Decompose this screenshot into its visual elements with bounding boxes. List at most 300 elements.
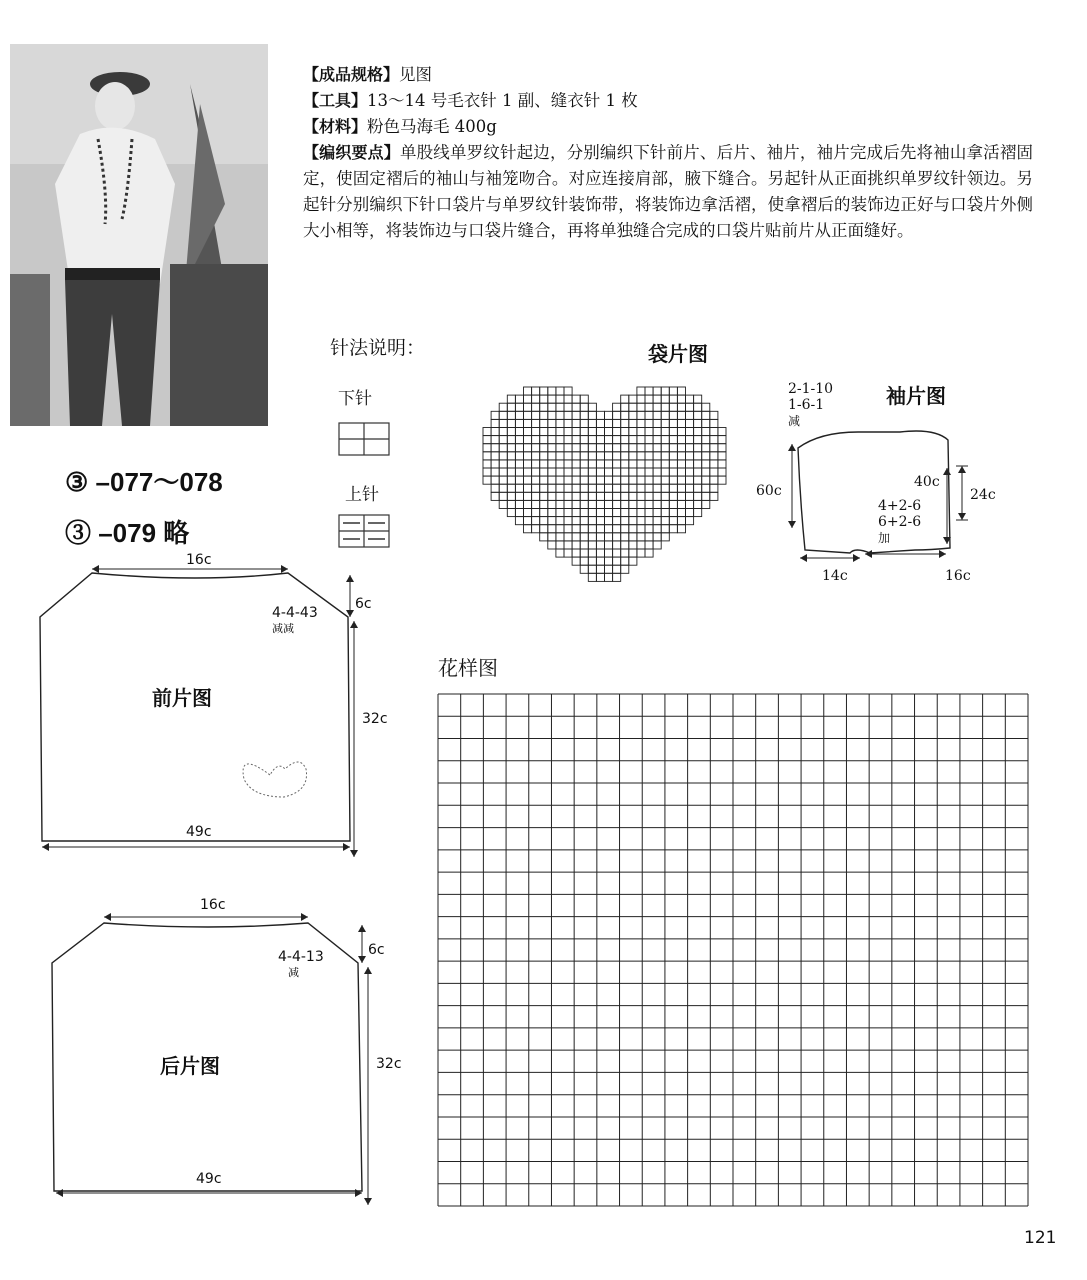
heart-cell [515,428,523,436]
heart-cell [491,444,499,452]
heart-cell [483,452,491,460]
spec-tools [303,88,1033,114]
heart-cell [605,565,613,573]
heart-cell [694,460,702,468]
heart-cell [661,500,669,508]
back-piece-diagram [50,905,390,1210]
heart-cell [564,387,572,395]
heart-cell [710,468,718,476]
heart-cell [710,492,718,500]
heart-cell [564,500,572,508]
heart-cell [637,428,645,436]
heart-cell [572,500,580,508]
heart-cell [621,533,629,541]
heart-cell [515,476,523,484]
heart-cell [677,444,685,452]
heart-cell [669,525,677,533]
heart-cell [596,565,604,573]
heart-cell [532,476,540,484]
heart-cell [710,428,718,436]
heart-cell [621,492,629,500]
heart-cell [621,436,629,444]
heart-cell [572,525,580,533]
heart-cell [572,403,580,411]
heart-cell [524,444,532,452]
heart-cell [637,395,645,403]
heart-cell [702,452,710,460]
heart-cell [694,476,702,484]
heart-cell [629,419,637,427]
heart-cell [605,476,613,484]
heart-cell [677,484,685,492]
front-height-label: 32c [362,711,388,727]
heart-cell [556,476,564,484]
heart-cell [645,517,653,525]
heart-cell [507,411,515,419]
heart-cell [548,500,556,508]
heart-cell [629,533,637,541]
heart-cell [588,444,596,452]
back-dec-label: 减 [288,966,299,979]
heart-cell [645,411,653,419]
spec-points-key: 【编织要点】 [303,143,400,162]
heart-cell [540,411,548,419]
heart-cell [653,387,661,395]
heart-cell [661,533,669,541]
heart-cell [572,541,580,549]
heart-cell [629,509,637,517]
heart-cell [621,541,629,549]
heart-cell [540,476,548,484]
heart-cell [653,517,661,525]
heart-cell [629,476,637,484]
heart-cell [564,533,572,541]
back-neck-label: 16c [200,897,226,913]
heart-cell [588,419,596,427]
heart-cell [613,541,621,549]
heart-cell [548,484,556,492]
heart-cell [596,444,604,452]
front-dec-label: 减减 [272,622,294,635]
heart-cell [524,500,532,508]
heart-cell [637,387,645,395]
heart-cell [580,444,588,452]
heart-cell [605,517,613,525]
heart-cell [532,500,540,508]
heart-cell [556,500,564,508]
heart-cell [694,452,702,460]
heart-cell [588,541,596,549]
heart-cell [605,468,613,476]
heart-cell [515,444,523,452]
heart-cell [629,492,637,500]
heart-cell [580,557,588,565]
heart-cell [532,525,540,533]
heart-cell [556,517,564,525]
heart-cell [515,484,523,492]
heart-cell [580,419,588,427]
heart-cell [661,517,669,525]
heart-cell [613,565,621,573]
heart-cell [596,428,604,436]
heart-cell [564,509,572,517]
heart-cell [669,403,677,411]
heart-cell [718,476,726,484]
heart-cell [702,492,710,500]
heart-cell [588,517,596,525]
heart-cell [613,476,621,484]
heart-cell [694,419,702,427]
heart-cell [556,395,564,403]
heart-cell [645,444,653,452]
heart-cell [580,468,588,476]
heart-cell [661,444,669,452]
heart-cell [653,468,661,476]
heart-cell [605,541,613,549]
heart-cell [540,509,548,517]
heart-cell [588,565,596,573]
heart-cell [629,436,637,444]
heart-grid [483,387,726,581]
heart-cell [515,436,523,444]
heart-cell [677,517,685,525]
pattern-grid-chart [437,693,1029,1207]
heart-cell [629,460,637,468]
heart-cell [677,395,685,403]
heart-cell [548,468,556,476]
heart-cell [669,476,677,484]
heart-cell [621,395,629,403]
heart-cell [694,484,702,492]
heart-cell [540,460,548,468]
back-shoulder-label: 6c [368,942,385,958]
heart-cell [499,436,507,444]
heart-cell [686,492,694,500]
heart-cell [532,509,540,517]
heart-cell [669,500,677,508]
sleeve-dec-label: 减 [788,414,801,428]
heart-cell [637,460,645,468]
heart-cell [564,492,572,500]
heart-cell [677,492,685,500]
heart-cell [613,517,621,525]
heart-cell [653,428,661,436]
heart-cell [629,444,637,452]
heart-cell [629,557,637,565]
heart-cell [588,500,596,508]
heart-cell [629,411,637,419]
instructions-block [303,62,1033,244]
heart-cell [661,460,669,468]
heart-cell [613,452,621,460]
back-height-label: 32c [376,1056,402,1072]
heart-cell [629,403,637,411]
heart-cell [613,468,621,476]
heart-cell [710,484,718,492]
heart-cell [588,436,596,444]
heart-cell [491,428,499,436]
heart-cell [605,525,613,533]
page-number: 121 [1024,1228,1057,1248]
heart-cell [661,476,669,484]
heart-cell [556,509,564,517]
heart-cell [637,541,645,549]
heart-cell [588,492,596,500]
heart-cell [637,549,645,557]
back-decrease-rule [278,950,324,980]
front-decrease-rule [272,606,318,636]
heart-cell [524,387,532,395]
heart-cell [588,533,596,541]
pocket-title: 袋片图 [648,342,708,366]
heart-cell [548,492,556,500]
heart-cell [491,452,499,460]
heart-cell [540,428,548,436]
sleeve-cuff-label: 24c [970,487,996,503]
heart-cell [588,452,596,460]
heart-cell [564,549,572,557]
heart-cell [507,476,515,484]
heart-cell [507,395,515,403]
heart-cell [629,517,637,525]
heart-cell [556,460,564,468]
heart-cell [540,403,548,411]
heart-cell [605,492,613,500]
front-title: 前片图 [152,686,212,710]
heart-cell [718,460,726,468]
stitch-knit-label: 下针 [338,389,372,409]
heart-cell [637,500,645,508]
heart-cell [572,517,580,525]
heart-cell [532,517,540,525]
heart-cell [524,395,532,403]
heart-cell [499,476,507,484]
heart-cell [645,436,653,444]
heart-cell [548,452,556,460]
heart-cell [540,484,548,492]
heart-cell [637,436,645,444]
front-shoulder-label: 6c [355,596,372,612]
heart-cell [637,484,645,492]
heart-cell [637,419,645,427]
heart-cell [548,509,556,517]
heart-cell [596,452,604,460]
heart-cell [669,436,677,444]
heart-cell [491,460,499,468]
heart-cell [686,484,694,492]
heart-cell [556,525,564,533]
heart-cell [661,387,669,395]
heart-cell [621,419,629,427]
heart-cell [572,419,580,427]
spec-material-value: 粉色马海毛 400g [367,117,497,136]
sleeve-dec-line2: 1-6-1 [788,397,825,413]
heart-cell [637,411,645,419]
heart-cell [637,509,645,517]
spec-tools-key: 【工具】 [303,91,368,110]
heart-cell [483,444,491,452]
heart-cell [661,492,669,500]
heart-cell [532,395,540,403]
heart-cell [596,411,604,419]
heart-cell [653,436,661,444]
heart-cell [524,411,532,419]
heart-cell [596,460,604,468]
heart-cell [694,444,702,452]
heart-cell [596,419,604,427]
heart-cell [596,549,604,557]
heart-cell [588,460,596,468]
heart-cell [491,419,499,427]
heart-cell [645,452,653,460]
heart-cell [564,428,572,436]
heart-cell [580,428,588,436]
heart-cell [653,460,661,468]
heart-cell [540,492,548,500]
heart-cell [540,517,548,525]
heart-cell [710,411,718,419]
heart-cell [596,541,604,549]
heart-cell [645,533,653,541]
sleeve-inner-height-label: 40c [914,474,940,490]
heart-cell [564,517,572,525]
heart-cell [653,509,661,517]
heart-cell [548,395,556,403]
heart-cell [524,468,532,476]
heart-cell [483,476,491,484]
heart-cell [483,460,491,468]
heart-cell [621,549,629,557]
pattern-code-1: ③ –077～078 [65,467,223,497]
spec-points [303,140,1033,244]
heart-cell [588,557,596,565]
heart-cell [540,468,548,476]
heart-cell [564,452,572,460]
heart-cell [556,533,564,541]
heart-cell [548,517,556,525]
heart-cell [710,460,718,468]
heart-cell [653,444,661,452]
heart-cell [645,460,653,468]
heart-cell [686,444,694,452]
heart-cell [532,436,540,444]
heart-cell [677,500,685,508]
heart-cell [694,428,702,436]
heart-cell [613,549,621,557]
heart-cell [653,541,661,549]
heart-cell [540,525,548,533]
heart-cell [669,387,677,395]
heart-cell [669,411,677,419]
heart-cell [491,476,499,484]
heart-cell [524,484,532,492]
heart-cell [702,403,710,411]
front-dec-rule-text: 4-4-43 [272,605,318,621]
heart-cell [702,500,710,508]
heart-cell [694,436,702,444]
heart-cell [548,541,556,549]
heart-cell [702,460,710,468]
back-title: 后片图 [160,1054,220,1078]
sleeve-increase-rule [878,498,921,546]
heart-cell [629,541,637,549]
heart-cell [588,549,596,557]
heart-cell [694,509,702,517]
heart-cell [653,452,661,460]
heart-cell [524,428,532,436]
heart-cell [499,468,507,476]
heart-cell [491,492,499,500]
heart-cell [564,403,572,411]
heart-cell [645,468,653,476]
heart-cell [653,533,661,541]
heart-cell [564,419,572,427]
heart-cell [580,525,588,533]
heart-cell [491,484,499,492]
heart-cell [532,403,540,411]
heart-cell [710,444,718,452]
heart-cell [580,452,588,460]
heart-cell [613,509,621,517]
heart-cell [564,436,572,444]
heart-cell [653,411,661,419]
heart-cell [621,500,629,508]
heart-cell [637,468,645,476]
heart-cell [661,525,669,533]
heart-cell [629,484,637,492]
heart-cell [718,436,726,444]
heart-cell [588,403,596,411]
front-width-label: 49c [186,824,212,840]
heart-cell [621,565,629,573]
heart-cell [556,484,564,492]
heart-cell [637,525,645,533]
heart-cell [540,452,548,460]
heart-cell [548,387,556,395]
heart-cell [702,428,710,436]
heart-cell [645,525,653,533]
heart-cell [556,428,564,436]
heart-cell [580,541,588,549]
heart-cell [580,549,588,557]
heart-cell [677,460,685,468]
sleeve-bottom-right-label: 16c [945,568,971,584]
heart-cell [621,444,629,452]
heart-cell [515,460,523,468]
heart-cell [686,500,694,508]
heart-cell [694,403,702,411]
heart-cell [556,452,564,460]
heart-cell [645,387,653,395]
heart-cell [548,460,556,468]
heart-cell [613,411,621,419]
heart-cell [524,436,532,444]
heart-cell [686,411,694,419]
heart-cell [677,468,685,476]
heart-cell [483,436,491,444]
heart-cell [686,428,694,436]
heart-cell [596,525,604,533]
heart-cell [661,468,669,476]
heart-cell [556,468,564,476]
heart-cell [564,444,572,452]
heart-cell [483,468,491,476]
heart-cell [653,525,661,533]
heart-cell [702,411,710,419]
heart-cell [605,549,613,557]
heart-cell [572,468,580,476]
heart-cell [588,509,596,517]
